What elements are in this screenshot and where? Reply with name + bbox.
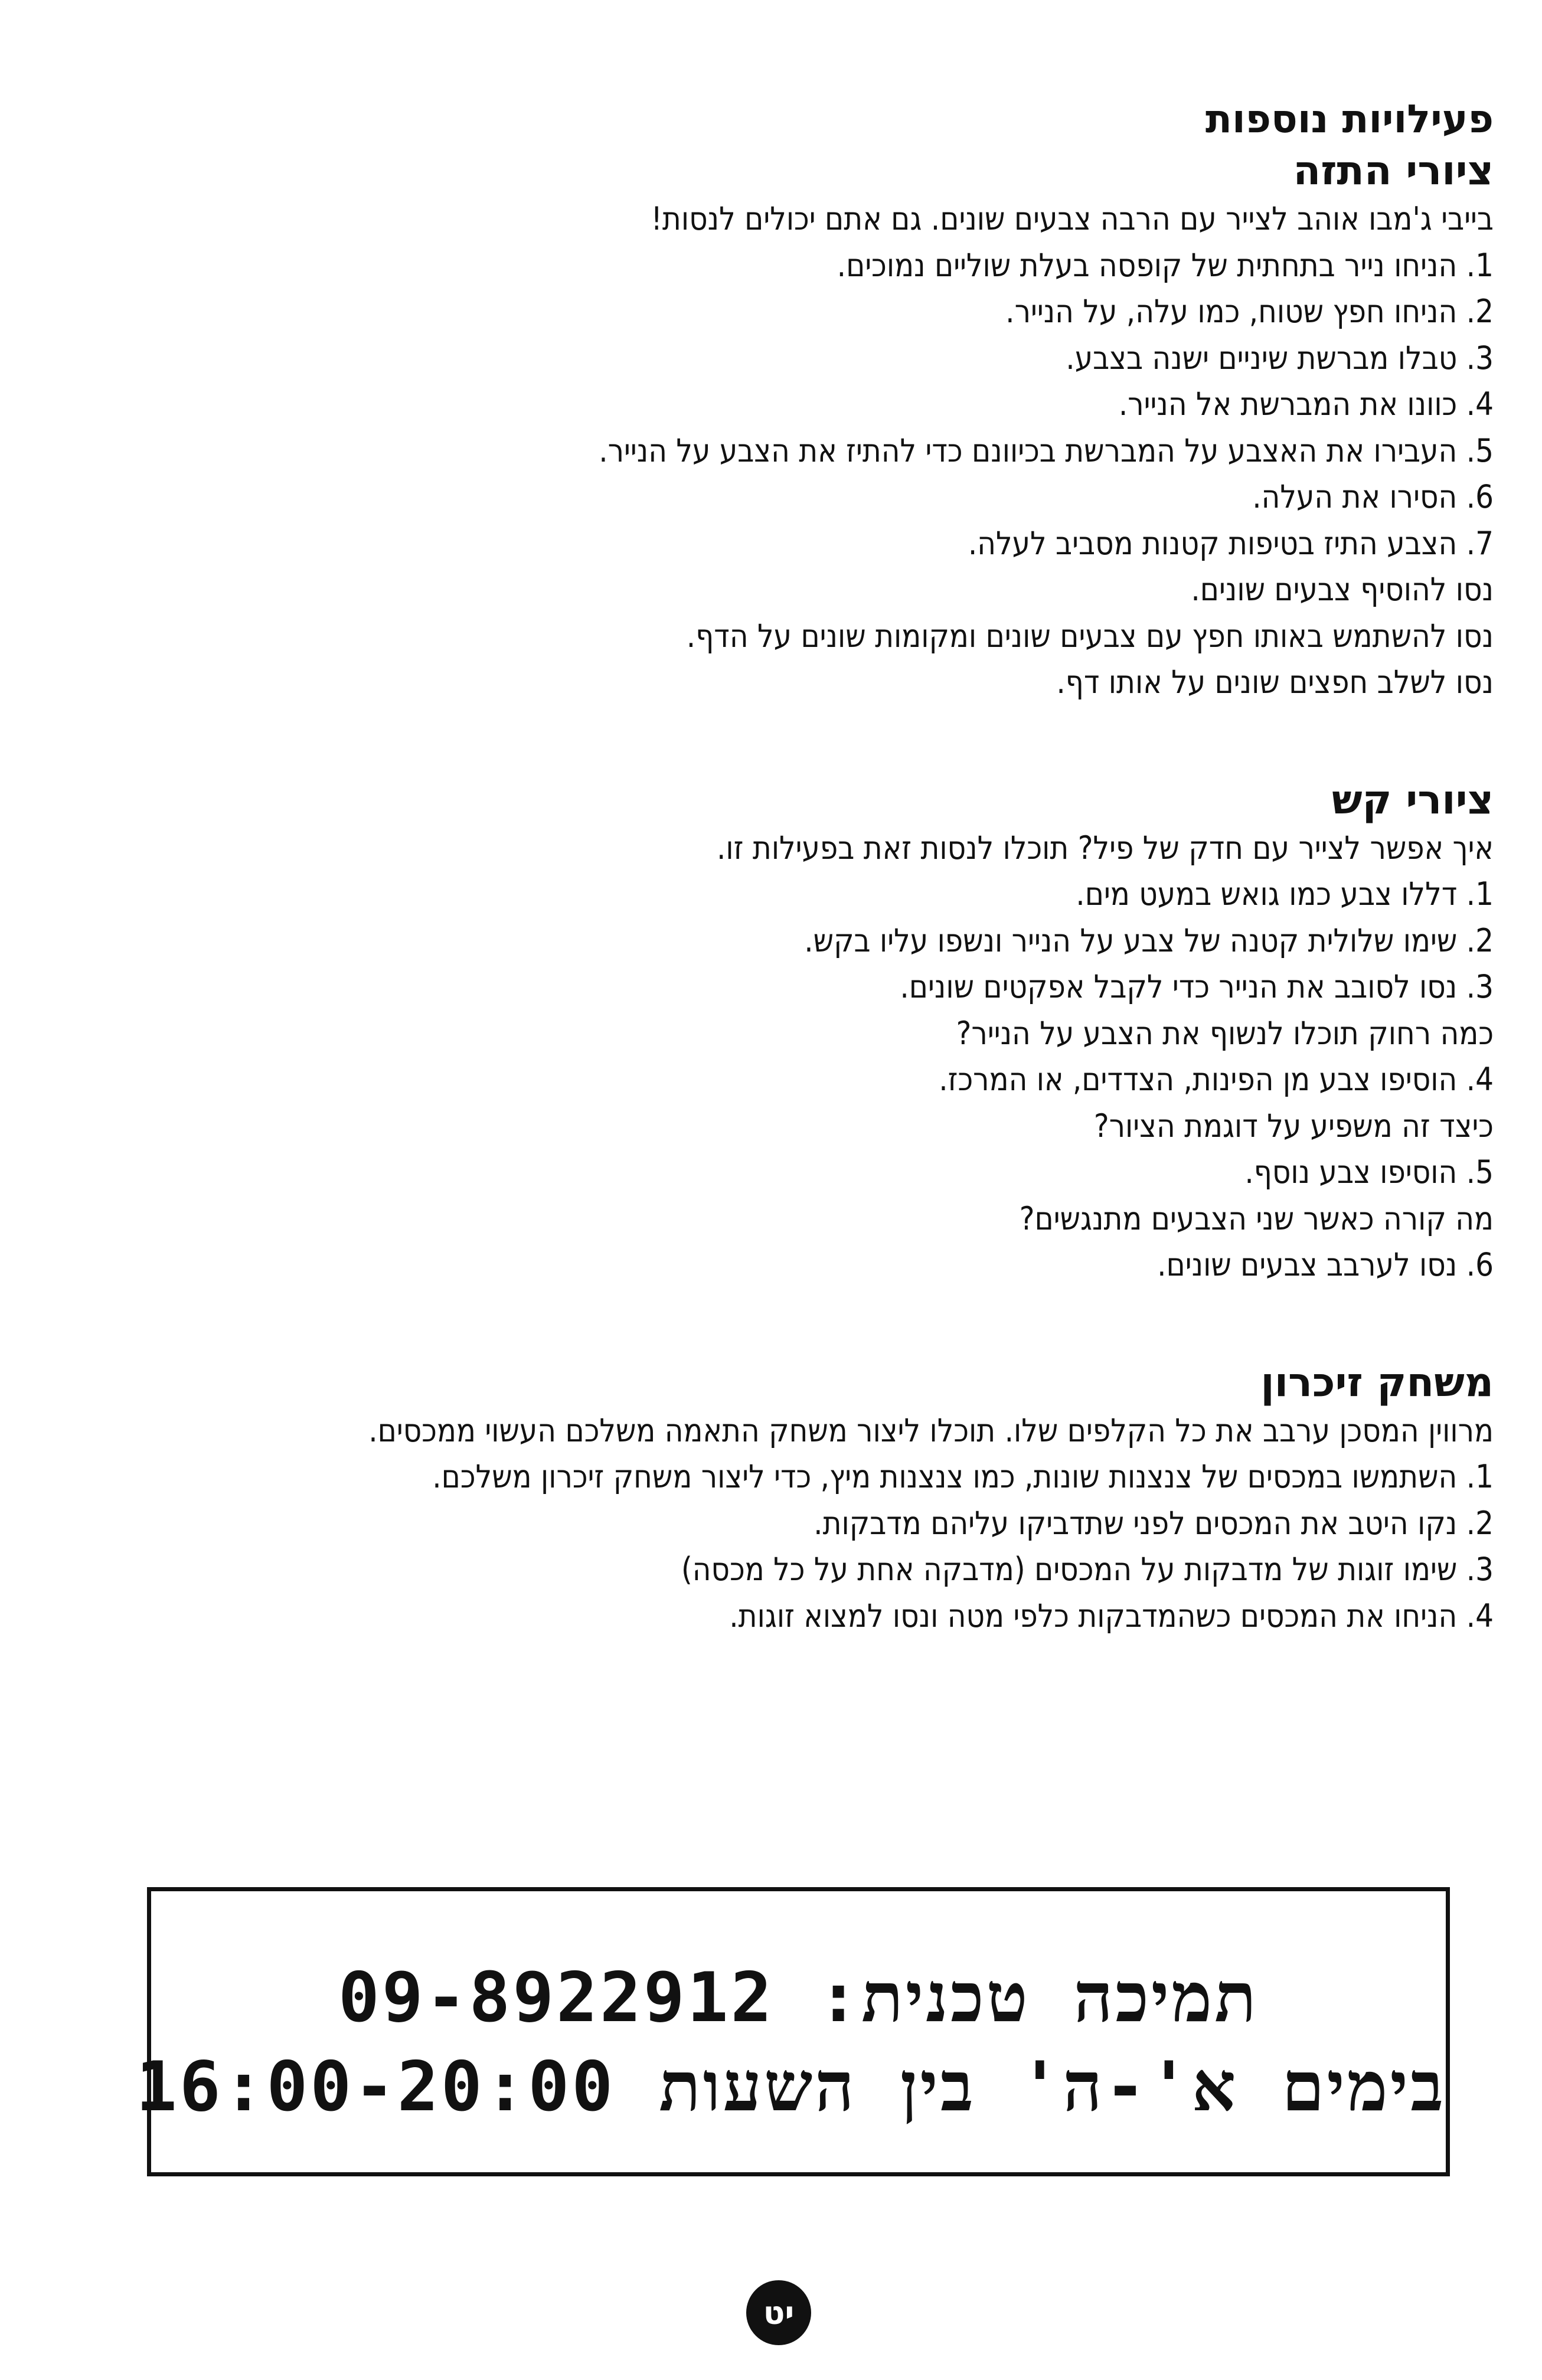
straw-step-2: 2. שימו שלולית קטנה של צבע על הנייר ונשפו עליו בקש. — [804, 921, 1494, 959]
page-number-badge — [746, 2280, 811, 2345]
splatter-step-5: 5. העבירו את האצבע על המברשת בכיוונם כדי להתיז את הצבע על הנייר. — [599, 431, 1494, 469]
splatter-intro: בייבי ג'מבו אוהב לצייר עם הרבה צבעים שונים. גם אתם יכולים לנסות! — [651, 200, 1494, 237]
splatter-step-1: 1. הניחו נייר בתחתית של קופסה בעלת שוליים נמוכים. — [837, 246, 1494, 284]
straw-question-1: כמה רחוק תוכלו לנשוף את הצבע על הנייר? — [956, 1014, 1494, 1052]
page-title: פעילויות נוספות — [1205, 96, 1494, 142]
technical-support-box — [136, 1887, 1450, 2176]
memory-step-4: 4. הניחו את המכסים כשהמדבקות כלפי מטה ונסו למצוא זוגות. — [729, 1597, 1494, 1634]
memory-game-heading: משחק זיכרון — [1260, 1359, 1494, 1406]
straw-question-3: מה קורה כאשר שני הצבעים מתנגשים? — [1019, 1199, 1494, 1237]
straw-painting-heading: ציורי קש — [1331, 776, 1494, 823]
straw-step-1: 1. דללו צבע כמו גואש במעט מים. — [1076, 875, 1494, 913]
straw-step-3: 3. נסו לסובב את הנייר כדי לקבל אפקטים שונים. — [900, 968, 1494, 1005]
page-number: יט — [763, 2294, 795, 2332]
straw-step-5: 5. הוסיפו צבע נוסף. — [1244, 1153, 1494, 1191]
splatter-tip-3: נסו לשלב חפצים שונים על אותו דף. — [1056, 663, 1494, 701]
splatter-step-2: 2. הניחו חפץ שטוח, כמו עלה, על הנייר. — [1005, 293, 1494, 330]
splatter-painting-heading: ציורי התזה — [1293, 148, 1494, 194]
splatter-step-7: 7. הצבע התיז בטיפות קטנות מסביב לעלה. — [968, 524, 1494, 562]
memory-intro: מרווין המסכן ערבב את כל הקלפים שלו. תוכלו ליצור משחק התאמה משלכם העשוי ממכסים. — [368, 1411, 1494, 1449]
splatter-tip-2: נסו להשתמש באותו חפץ עם צבעים שונים ומקומות שונים על הדף. — [686, 617, 1494, 655]
splatter-step-3: 3. טבלו מברשת שיניים ישנה בצבע. — [1066, 339, 1494, 377]
instruction-content — [148, 94, 1494, 1639]
support-phone: תמיכה טכנית: 09-8922912 — [338, 1958, 1259, 2038]
splatter-step-6: 6. הסירו את העלה. — [1252, 478, 1494, 515]
straw-step-6: 6. נסו לערבב צבעים שונים. — [1157, 1246, 1494, 1283]
straw-intro: איך אפשר לצייר עם חדק של פיל? תוכלו לנסות זאת בפעילות זו. — [716, 829, 1494, 867]
support-hours: בימים א'-ה' בין השעות 16:00-20:00 — [136, 2047, 1446, 2127]
memory-step-1: 1. השתמשו במכסים של צנצנות שונות, כמו צנצנות מיץ, כדי ליצור משחק זיכרון משלכם. — [432, 1458, 1494, 1495]
memory-step-2: 2. נקו היטב את המכסים לפני שתדביקו עליהם מדבקות. — [814, 1504, 1494, 1542]
straw-question-2: כיצד זה משפיע על דוגמת הציור? — [1093, 1107, 1494, 1145]
memory-game-section — [148, 1358, 1494, 1640]
straw-step-4: 4. הוסיפו צבע מן הפינות, הצדדים, או המרכז. — [939, 1061, 1494, 1098]
activities-section — [148, 94, 1494, 706]
memory-step-3: 3. שימו זוגות של מדבקות על המכסים (מדבקה אחת על כל מכסה) — [681, 1551, 1494, 1588]
splatter-tip-1: נסו להוסיף צבעים שונים. — [1191, 571, 1494, 608]
splatter-step-4: 4. כוונו את המברשת אל הנייר. — [1118, 385, 1494, 423]
straw-painting-section — [148, 776, 1494, 1289]
